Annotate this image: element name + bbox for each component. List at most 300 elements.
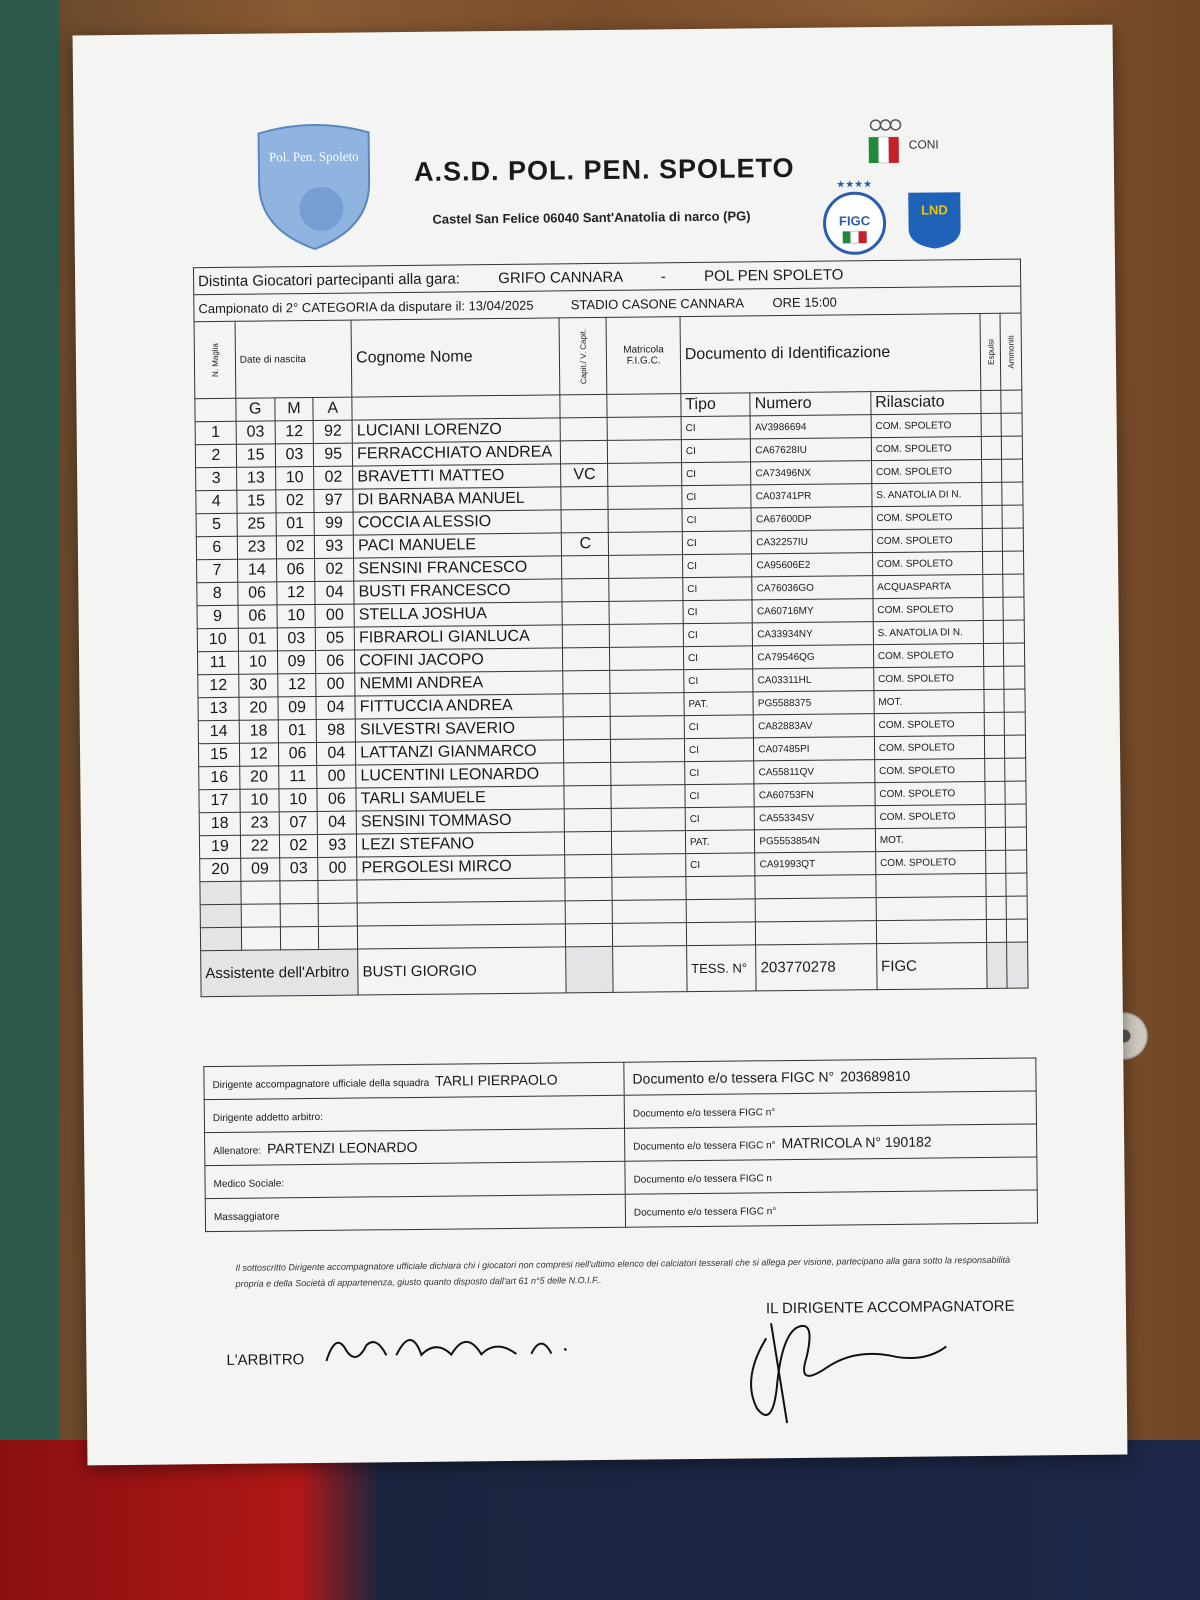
referee-label: L'ARBITRO [226, 1351, 305, 1369]
match-label: Distinta Giocatori partecipanti alla gara: [198, 269, 460, 290]
player-dob-day: 20 [240, 766, 279, 789]
player-doc-number: CA32257IU [752, 530, 873, 554]
coni-logo [863, 116, 964, 177]
team-sheet-document [73, 25, 1128, 1466]
player-captain [563, 670, 610, 693]
player-ammoniti [1003, 597, 1024, 620]
player-matricola [608, 509, 682, 533]
player-captain [561, 486, 608, 509]
player-doc-issued: MOT. [874, 689, 984, 713]
player-espulsi [984, 666, 1005, 689]
player-dob-day: 06 [238, 582, 277, 605]
player-doc-issued: MOT. [875, 827, 985, 851]
player-doc-type: CI [681, 439, 751, 463]
championship-info: Campionato di 2° CATEGORIA da disputare il: 13/04/2025 [198, 297, 534, 316]
player-espulsi [985, 781, 1006, 804]
player-captain [565, 808, 612, 831]
player-doc-number: CA03311HL [753, 668, 874, 692]
player-doc-type: CI [685, 784, 755, 808]
staff-role-label: Allenatore: [213, 1145, 262, 1158]
player-doc-type: CI [686, 853, 756, 877]
player-ammoniti [1002, 482, 1023, 505]
player-espulsi [981, 413, 1002, 436]
player-dob-month: 12 [277, 673, 316, 696]
player-doc-issued: COM. SPOLETO [872, 551, 982, 575]
staff-role-cell [204, 1062, 624, 1099]
player-number: 12 [198, 674, 239, 697]
player-doc-number: CA82883AV [754, 714, 875, 738]
player-doc-type: CI [683, 623, 753, 647]
player-matricola [609, 601, 683, 625]
player-ammoniti [1006, 827, 1027, 850]
svg-text:★★★★: ★★★★ [836, 179, 873, 191]
player-matricola [608, 440, 682, 464]
header-g: G [236, 398, 275, 421]
player-dob-year: 04 [318, 811, 357, 834]
staff-doc-label: Documento e/o tessera FIGC n° [633, 1140, 776, 1153]
player-name: PACI MANUELE [353, 533, 561, 558]
player-doc-type: PAT. [684, 692, 754, 716]
staff-role-label: Medico Sociale: [213, 1178, 285, 1191]
player-ammoniti [1005, 758, 1026, 781]
player-dob-month: 02 [276, 535, 315, 558]
player-doc-type: CI [684, 669, 754, 693]
assistant-name: BUSTI GIORGIO [358, 947, 567, 995]
player-captain: C [562, 532, 609, 555]
player-name: FITTUCCIA ANDREA [355, 694, 563, 719]
player-name: LATTANZI GIANMARCO [356, 740, 564, 765]
player-dob-month: 11 [278, 765, 317, 788]
staff-table [203, 1057, 1038, 1232]
player-dob-day: 10 [238, 651, 277, 674]
staff-role-label: Dirigente addetto arbitro: [212, 1111, 324, 1125]
player-espulsi [982, 528, 1003, 551]
player-dob-year: 95 [314, 443, 353, 466]
player-matricola [612, 854, 686, 878]
figc-text: FIGC [838, 213, 871, 229]
player-matricola [607, 417, 681, 441]
stadium: STADIO CASONE CANNARA [570, 294, 744, 312]
player-ammoniti [1003, 528, 1024, 551]
player-captain [561, 440, 608, 463]
player-doc-issued: S. ANATOLIA DI N. [872, 482, 982, 506]
player-number: 19 [199, 835, 240, 858]
player-doc-issued: COM. SPOLETO [872, 528, 982, 552]
header-m: M [274, 397, 313, 420]
lnd-logo [904, 188, 965, 251]
player-matricola [610, 693, 684, 717]
player-espulsi [984, 689, 1005, 712]
player-doc-number: PG5553854N [755, 829, 876, 853]
player-espulsi [985, 827, 1006, 850]
player-name: NEMMI ANDREA [355, 671, 563, 696]
header-rilasciato: Rilasciato [871, 390, 981, 414]
player-name: LUCENTINI LEONARDO [356, 763, 564, 788]
player-captain [563, 624, 610, 647]
player-doc-issued: COM. SPOLETO [871, 436, 981, 460]
figc-logo [814, 177, 895, 258]
player-dob-year: 93 [315, 535, 354, 558]
player-dob-day: 20 [239, 697, 278, 720]
player-captain: VC [561, 463, 608, 486]
player-matricola [611, 785, 685, 809]
player-ammoniti [1002, 505, 1023, 528]
player-dob-year: 00 [316, 673, 355, 696]
player-dob-month: 03 [277, 627, 316, 650]
player-doc-type: CI [682, 531, 752, 555]
player-dob-year: 04 [316, 696, 355, 719]
player-dob-day: 22 [240, 835, 279, 858]
staff-doc-value: 203689810 [840, 1067, 911, 1085]
player-captain [564, 762, 611, 785]
player-doc-type: PAT. [685, 830, 755, 854]
player-dob-month: 03 [279, 857, 318, 880]
crest-text: Pol. Pen. Spoleto [268, 148, 359, 165]
players-table [193, 259, 1029, 998]
player-number: 1 [195, 421, 236, 444]
player-dob-day: 14 [237, 559, 276, 582]
player-espulsi [982, 459, 1003, 482]
staff-rows [204, 1058, 1038, 1232]
player-ammoniti [1005, 712, 1026, 735]
tess-label: TESS. N° [686, 945, 756, 992]
player-espulsi [982, 505, 1003, 528]
player-dob-year: 06 [317, 788, 356, 811]
player-espulsi [985, 758, 1006, 781]
player-dob-day: 25 [237, 513, 276, 536]
declaration-text: Il sottoscritto Dirigente accompagnatore ufficiale dichiara chi i giocatori non compresi nell'ultimo elenco dei calciatori tesserati che si allega per visione, partecipano alla gara sotto la responsabilità propria e della Società di appartenenza, giusto quanto disposto dall'art 61 n°5 delle N.O.I.F.. [235, 1254, 1011, 1289]
player-doc-issued: COM. SPOLETO [873, 643, 983, 667]
player-captain [564, 716, 611, 739]
staff-doc-label: Documento e/o tessera FIGC n° [633, 1206, 777, 1219]
player-doc-number: PG5588375 [753, 691, 874, 715]
header-name: Cognome Nome [351, 318, 560, 397]
player-dob-day: 18 [239, 720, 278, 743]
player-doc-issued: COM. SPOLETO [873, 666, 983, 690]
player-espulsi [985, 804, 1006, 827]
player-dob-day: 03 [236, 421, 275, 444]
player-dob-year: 92 [313, 420, 352, 443]
player-ammoniti [1003, 551, 1024, 574]
player-doc-number: AV3986694 [750, 415, 871, 439]
player-number: 7 [197, 559, 238, 582]
staff-doc-cell [625, 1157, 1037, 1194]
player-dob-month: 01 [278, 719, 317, 742]
player-dob-month: 02 [279, 834, 318, 857]
header-numero: Numero [750, 392, 871, 416]
player-doc-number: CA55811QV [754, 760, 875, 784]
player-dob-month: 06 [276, 558, 315, 581]
player-name: PERGOLESI MIRCO [357, 855, 565, 880]
player-name: COFINI JACOPO [355, 648, 563, 673]
player-doc-type: CI [681, 462, 751, 486]
staff-role-label: Massaggiatore [213, 1211, 280, 1224]
player-dob-month: 03 [275, 443, 314, 466]
player-doc-number: CA79546QG [753, 645, 874, 669]
player-dob-year: 00 [315, 604, 354, 627]
player-number: 10 [197, 628, 238, 651]
player-number: 13 [198, 697, 239, 720]
staff-role-label: Dirigente accompagnatore ufficiale della squadra [212, 1077, 430, 1092]
staff-role-cell [205, 1194, 625, 1231]
player-number: 15 [198, 743, 239, 766]
home-team: GRIFO CANNARA [498, 268, 623, 287]
tess-value: 203770278 [756, 944, 877, 991]
player-doc-issued: COM. SPOLETO [874, 712, 984, 736]
player-espulsi [983, 643, 1004, 666]
player-dob-day: 10 [240, 789, 279, 812]
player-espulsi [982, 482, 1003, 505]
player-dob-month: 01 [276, 512, 315, 535]
player-dob-month: 12 [276, 581, 315, 604]
player-name: TARLI SAMUELE [356, 786, 564, 811]
player-ammoniti [1006, 804, 1027, 827]
staff-doc-cell [624, 1058, 1036, 1095]
player-doc-number: CA91993QT [755, 852, 876, 876]
player-espulsi [986, 850, 1007, 873]
player-doc-issued: COM. SPOLETO [874, 758, 984, 782]
player-doc-type: CI [682, 508, 752, 532]
player-espulsi [983, 551, 1004, 574]
player-doc-number: CA60753FN [754, 783, 875, 807]
player-dob-year: 00 [318, 857, 357, 880]
player-number: 3 [196, 467, 237, 490]
player-doc-issued: COM. SPOLETO [875, 850, 985, 874]
player-espulsi [984, 735, 1005, 758]
player-doc-number: CA03741PR [751, 484, 872, 508]
player-doc-type: CI [681, 416, 751, 440]
player-name: FIBRAROLI GIANLUCA [354, 625, 562, 650]
player-doc-type: CI [682, 485, 752, 509]
player-ammoniti [1005, 735, 1026, 758]
player-doc-type: CI [683, 646, 753, 670]
away-team: POL PEN SPOLETO [704, 265, 844, 285]
player-matricola [609, 578, 683, 602]
player-dob-year: 93 [318, 834, 357, 857]
player-espulsi [983, 620, 1004, 643]
player-doc-type: CI [685, 761, 755, 785]
player-dob-month: 10 [279, 788, 318, 811]
header-ammoniti: Ammoniti [1000, 313, 1021, 390]
player-espulsi [981, 436, 1002, 459]
player-matricola [610, 624, 684, 648]
player-dob-year: 04 [317, 742, 356, 765]
dirigente-label: IL DIRIGENTE ACCOMPAGNATORE [765, 1297, 1015, 1318]
player-ammoniti [1002, 459, 1023, 482]
club-title: A.S.D. POL. PEN. SPOLETO [413, 152, 795, 187]
player-name: STELLA JOSHUA [354, 602, 562, 627]
player-dob-day: 13 [236, 467, 275, 490]
player-ammoniti [1004, 666, 1025, 689]
player-doc-issued: COM. SPOLETO [871, 413, 981, 437]
player-number: 5 [196, 513, 237, 536]
player-number: 6 [196, 536, 237, 559]
player-matricola [608, 463, 682, 487]
player-matricola [612, 808, 686, 832]
staff-doc-cell [625, 1124, 1037, 1161]
player-espulsi [984, 712, 1005, 735]
player-number: 8 [197, 582, 238, 605]
staff-role-cell [204, 1095, 624, 1132]
match-separator: - [660, 267, 666, 285]
player-number: 18 [199, 812, 240, 835]
player-captain [562, 601, 609, 624]
player-doc-issued: COM. SPOLETO [873, 597, 983, 621]
dirigente-signature [736, 1296, 967, 1428]
player-name: DI BARNABA MANUEL [353, 487, 561, 512]
header-espulsi: Espulsi [980, 313, 1001, 390]
staff-role-cell [205, 1161, 625, 1198]
player-captain [564, 739, 611, 762]
tess-org: FIGC [876, 942, 987, 989]
player-espulsi [983, 574, 1004, 597]
player-doc-number: CA60716MY [752, 599, 873, 623]
column-header-row [194, 313, 1022, 399]
player-doc-number: CA67600DP [751, 507, 872, 531]
player-ammoniti [1004, 643, 1025, 666]
player-ammoniti [1004, 689, 1025, 712]
player-number: 11 [198, 651, 239, 674]
player-number: 16 [199, 766, 240, 789]
lnd-text: LND [920, 202, 948, 218]
player-doc-issued: COM. SPOLETO [872, 505, 982, 529]
player-doc-issued: ACQUASPARTA [873, 574, 983, 598]
club-address: Castel San Felice 06040 Sant'Anatolia di narco (PG) [432, 208, 751, 227]
player-dob-year: 98 [317, 719, 356, 742]
player-captain [563, 647, 610, 670]
player-captain [563, 693, 610, 716]
player-dob-year: 06 [316, 650, 355, 673]
player-doc-number: CA55334SV [754, 806, 875, 830]
header-dob: Date di nascita [235, 320, 352, 398]
player-dob-year: 02 [315, 558, 354, 581]
player-doc-number: CA95606E2 [752, 553, 873, 577]
player-captain [565, 854, 612, 877]
player-number: 17 [199, 789, 240, 812]
player-ammoniti [1003, 574, 1024, 597]
player-dob-day: 01 [238, 628, 277, 651]
player-doc-number: CA76036GO [752, 576, 873, 600]
player-matricola [610, 647, 684, 671]
staff-role-cell [205, 1128, 625, 1165]
player-dob-day: 09 [240, 858, 279, 881]
staff-doc-value: MATRICOLA N° 190182 [781, 1133, 932, 1152]
player-dob-month: 10 [275, 466, 314, 489]
player-dob-month: 06 [278, 742, 317, 765]
player-dob-day: 15 [237, 490, 276, 513]
header-capt: Capit./ V. Capit. [559, 317, 607, 394]
header-documento: Documento di Identificazione [680, 313, 981, 393]
referee-signature [316, 1318, 577, 1371]
player-dob-month: 12 [275, 420, 314, 443]
player-name: BUSTI FRANCESCO [354, 579, 562, 604]
staff-role-value: PARTENZI LEONARDO [266, 1138, 418, 1157]
club-crest-logo [248, 120, 379, 251]
player-doc-number: CA33934NY [753, 622, 874, 646]
player-doc-type: CI [685, 807, 755, 831]
player-dob-month: 09 [277, 650, 316, 673]
player-dob-day: 06 [238, 605, 277, 628]
player-name: SILVESTRI SAVERIO [355, 717, 563, 742]
player-ammoniti [1005, 781, 1026, 804]
player-captain [561, 509, 608, 532]
player-dob-year: 99 [314, 512, 353, 535]
player-matricola [611, 716, 685, 740]
player-dob-day: 23 [240, 812, 279, 835]
coni-text: CONI [908, 137, 939, 152]
player-dob-day: 30 [239, 674, 278, 697]
player-captain [562, 578, 609, 601]
staff-doc-cell [624, 1091, 1036, 1128]
player-number: 20 [200, 858, 241, 881]
player-doc-number: CA73496NX [751, 461, 872, 485]
player-matricola [609, 532, 683, 556]
player-doc-number: CA07485PI [754, 737, 875, 761]
player-matricola [608, 486, 682, 510]
player-doc-type: CI [682, 554, 752, 578]
player-doc-issued: COM. SPOLETO [875, 804, 985, 828]
player-dob-day: 23 [237, 536, 276, 559]
match-time: ORE 15:00 [772, 293, 837, 310]
player-name: BRAVETTI MATTEO [353, 464, 561, 489]
player-dob-day: 15 [236, 444, 275, 467]
player-name: SENSINI FRANCESCO [354, 556, 562, 581]
player-doc-type: CI [684, 738, 754, 762]
staff-doc-label: Documento e/o tessera FIGC n [633, 1173, 773, 1186]
player-dob-year: 00 [317, 765, 356, 788]
player-matricola [612, 831, 686, 855]
player-number: 2 [195, 444, 236, 467]
player-dob-day: 12 [239, 743, 278, 766]
player-matricola [611, 739, 685, 763]
player-name: FERRACCHIATO ANDREA [352, 441, 560, 466]
player-captain [561, 417, 608, 440]
player-matricola [610, 670, 684, 694]
header-n-maglia: N. Maglia [194, 321, 236, 398]
player-ammoniti [1004, 620, 1025, 643]
player-captain [562, 555, 609, 578]
staff-doc-label: Documento e/o tessera FIGC N° [632, 1068, 835, 1087]
player-matricola [609, 555, 683, 579]
player-doc-issued: COM. SPOLETO [871, 459, 981, 483]
header-a: A [313, 397, 352, 420]
player-captain [565, 831, 612, 854]
player-doc-number: CA67628IU [751, 438, 872, 462]
player-name: LUCIANI LORENZO [352, 418, 560, 443]
player-dob-year: 05 [316, 627, 355, 650]
player-dob-month: 07 [279, 811, 318, 834]
player-espulsi [983, 597, 1004, 620]
header-tipo: Tipo [681, 393, 751, 417]
player-dob-month: 10 [277, 604, 316, 627]
player-captain [564, 785, 611, 808]
player-ammoniti [1002, 436, 1023, 459]
staff-role-value: TARLI PIERPAOLO [435, 1071, 558, 1089]
player-doc-issued: S. ANATOLIA DI N. [873, 620, 983, 644]
player-doc-issued: COM. SPOLETO [874, 735, 984, 759]
player-rows [195, 413, 1027, 882]
player-name: COCCIA ALESSIO [353, 510, 561, 535]
player-number: 14 [198, 720, 239, 743]
player-doc-issued: COM. SPOLETO [875, 781, 985, 805]
staff-doc-cell [625, 1190, 1037, 1227]
player-number: 9 [197, 605, 238, 628]
assistant-label: Assistente dell'Arbitro [201, 949, 359, 997]
staff-doc-label: Documento e/o tessera FIGC n° [632, 1107, 776, 1120]
player-dob-year: 04 [315, 581, 354, 604]
player-dob-month: 09 [278, 696, 317, 719]
player-doc-type: CI [683, 577, 753, 601]
